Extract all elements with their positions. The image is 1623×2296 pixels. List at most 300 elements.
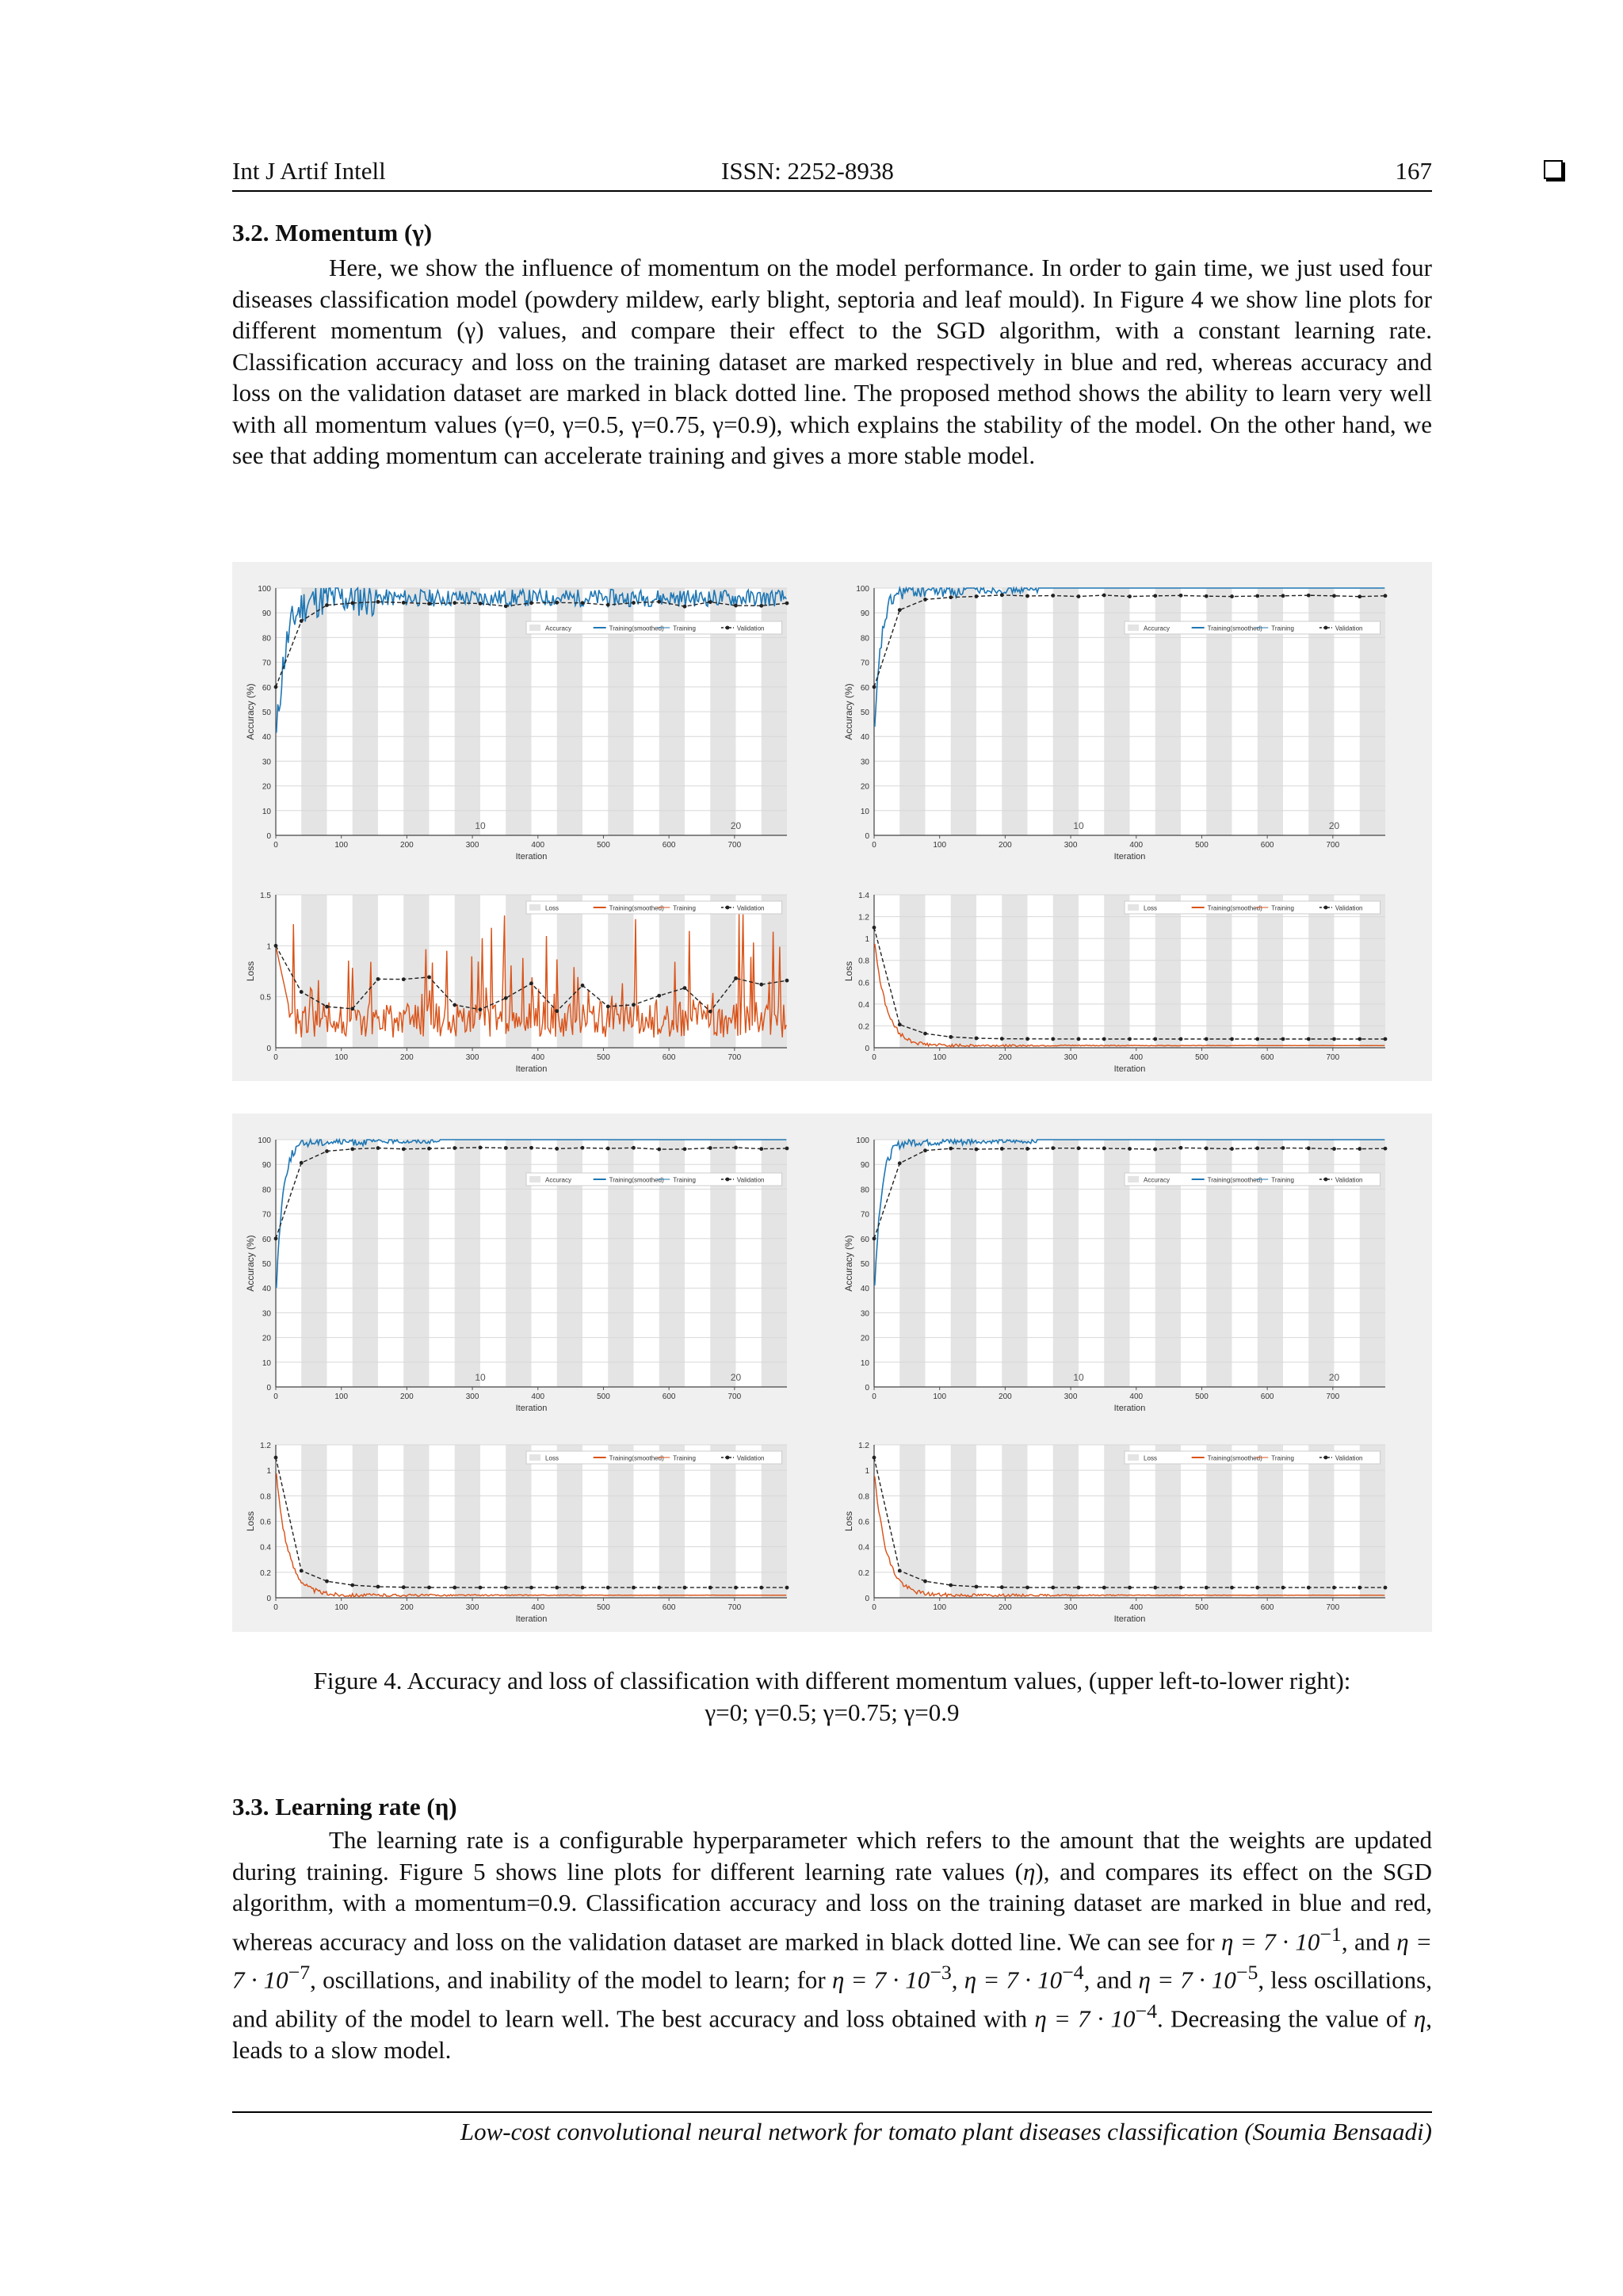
accuracy-validation-point [325,1149,329,1153]
x-tick-label: 400 [531,1392,545,1401]
accuracy-validation-point [1025,1147,1029,1151]
x-tick-label: 700 [1326,1603,1340,1612]
legend-swatch [529,625,540,631]
figure-bottom-svg [232,1114,1432,1632]
y-tick-label: 1 [865,1467,869,1477]
x-tick-label: 500 [1195,1053,1209,1062]
accuracy-validation-point [873,685,876,689]
y-tick-label: 70 [262,1210,271,1220]
x-tick-label: 0 [273,841,278,850]
y-axis-label: Loss [843,1511,854,1532]
x-tick-label: 200 [400,841,414,850]
accuracy-validation-point [350,602,354,606]
y-tick-label: 100 [856,1137,869,1145]
y-tick-label: 0 [266,832,271,841]
loss-validation-point [873,1456,876,1460]
y-tick-label: 1 [266,1467,271,1477]
accuracy-validation-point [632,601,636,605]
legend-label: Validation [736,1176,765,1184]
y-tick-label: 30 [860,1309,869,1319]
y-tick-label: 0.2 [858,1022,869,1032]
y-tick-label: 50 [262,1260,271,1269]
accuracy-validation-point [873,1236,876,1240]
momentum-paragraph [232,252,1432,472]
loss-validation-point [734,1586,738,1590]
loss-validation-point [1281,1037,1285,1041]
accuracy-validation-point [479,1146,483,1150]
x-tick-label: 0 [273,1053,278,1062]
x-tick-label: 0 [273,1392,278,1401]
y-tick-label: 70 [860,659,869,668]
legend-label: Accuracy [545,625,571,632]
legend-swatch [1128,904,1139,911]
y-tick-label: 1.5 [260,892,271,900]
y-tick-label: 30 [262,1309,271,1319]
x-axis-label: Iteration [515,1614,548,1624]
loss-validation-point [923,1580,927,1584]
accuracy-validation-point [427,602,431,606]
epoch-label: 10 [475,820,486,831]
loss-validation-point [657,994,661,998]
legend-swatch [529,1176,540,1182]
y-tick-label: 40 [860,733,869,743]
accuracy-validation-point [1153,1148,1157,1152]
accuracy-validation-point [1102,594,1106,598]
accuracy-validation-point [632,1146,636,1150]
x-tick-label: 300 [1064,841,1078,850]
y-tick-label: 90 [860,609,869,619]
x-tick-label: 400 [531,1053,545,1062]
accuracy-validation-point [376,600,380,604]
x-tick-label: 100 [933,1603,947,1612]
lr-eta-2: η [1413,2004,1426,2033]
loss-validation-point [300,1569,304,1573]
y-tick-label: 80 [860,634,869,644]
x-tick-label: 100 [334,1603,349,1612]
accuracy-validation-point [1281,594,1285,598]
loss-validation-point [1051,1586,1055,1590]
epoch-band [899,895,925,1048]
x-tick-label: 400 [1129,1053,1144,1062]
legend-label: Validation [736,1454,765,1462]
lr-text-h: . Decreasing the value of [1157,2004,1414,2033]
legend-label: Loss [545,1454,559,1462]
x-tick-label: 200 [999,841,1012,850]
x-tick-label: 0 [872,1053,876,1062]
loss-validation-point [504,996,508,1000]
x-tick-label: 400 [1129,1603,1144,1612]
epoch-band [1104,895,1129,1048]
x-tick-label: 700 [727,1392,742,1401]
lr-text-e: , [951,1966,964,1994]
legend-swatch [529,904,540,911]
y-tick-label: 50 [860,1260,869,1269]
epoch-band [1053,895,1079,1048]
loss-validation-point [581,1586,585,1590]
x-tick-label: 600 [662,1053,676,1062]
loss-validation-point [1128,1586,1132,1590]
accuracy-validation-point [1077,1146,1081,1150]
y-tick-label: 40 [262,1285,271,1294]
loss-validation-point [1077,1037,1081,1041]
section-title-momentum: 3.2. Momentum (γ) [232,219,433,246]
square-bullet-icon [1544,160,1563,179]
x-tick-label: 100 [334,841,349,850]
accuracy-validation-point [1307,1146,1311,1150]
x-tick-label: 700 [1326,841,1340,850]
loss-validation-point [1102,1037,1106,1041]
y-tick-label: 0.4 [858,1000,869,1010]
loss-validation-point [325,1580,329,1584]
legend [526,901,782,914]
x-tick-label: 200 [999,1053,1012,1062]
y-tick-label: 90 [860,1161,869,1171]
loss-validation-point [1077,1586,1081,1590]
legend-label: Training(smoothed) [1207,625,1262,632]
legend-label: Training [673,625,696,632]
y-tick-label: 50 [262,709,271,717]
loss-validation-point [949,1584,953,1587]
loss-validation-point [274,1456,278,1460]
lr-text-d: , oscillations, and inability of the model to learn; for [310,1966,832,1994]
epoch-label: 20 [730,1372,742,1383]
legend-marker [1324,1456,1328,1460]
x-tick-label: 200 [400,1053,414,1062]
epoch-band [1155,895,1181,1048]
loss-validation-point [759,1586,763,1590]
legend [1125,1173,1381,1186]
legend-label: Training [1271,1454,1294,1462]
loss-validation-point [1102,1586,1106,1590]
y-tick-label: 0 [266,1045,271,1053]
legend-label: Training(smoothed) [609,1454,664,1462]
accuracy-validation-point [427,1147,431,1151]
legend-label: Validation [1335,904,1363,912]
legend-label: Accuracy [1144,1176,1170,1184]
legend-swatch [1128,625,1139,631]
accuracy-validation-point [325,603,329,607]
lr-text-g: , less oscillations, and ability of the model to learn well. The best accuracy and loss obtained with [232,1966,1432,2033]
lr-eta-1: η [1022,1857,1036,1885]
accuracy-validation-point [1255,1146,1259,1150]
loss-validation-point [555,1009,559,1013]
loss-validation-point [949,1035,953,1039]
legend [1125,901,1381,914]
loss-validation-point [606,1586,610,1590]
legend-label: Validation [1335,1176,1363,1184]
y-tick-label: 30 [262,758,271,767]
loss-validation-point [479,1007,483,1011]
loss-validation-point [453,1586,456,1590]
accuracy-validation-point [1179,594,1183,598]
epoch-label: 20 [1328,1372,1340,1383]
caption-line-2: γ=0; γ=0.5; γ=0.75; γ=0.9 [705,1698,960,1726]
x-tick-label: 300 [465,1392,479,1401]
y-tick-label: 60 [860,683,869,693]
x-tick-label: 200 [400,1603,414,1612]
lr-eq-6-exp: −4 [1135,2000,1158,2023]
figure-caption [232,1665,1432,1729]
loss-validation-point [402,977,406,981]
accuracy-validation-point [1077,594,1081,598]
lr-text-a: The learning rate is a configurable hyperparameter which refers to the amount that the weights are updated during training. Figure 5 shows line plots for different learning rate values ( [232,1826,1432,1885]
y-axis-label: Accuracy (%) [843,683,854,740]
loss-validation-point [708,1010,712,1014]
y-tick-label: 0.5 [260,993,271,1003]
legend-label: Training [1271,1176,1294,1184]
loss-validation-point [898,1569,902,1573]
x-tick-label: 500 [597,841,610,850]
accuracy-validation-point [606,603,610,607]
x-axis-label: Iteration [1113,852,1146,861]
accuracy-validation-point [923,598,927,602]
y-tick-label: 90 [262,1161,271,1171]
accuracy-validation-point [1230,594,1234,598]
lr-eq-5-exp: −5 [1235,1961,1258,1985]
loss-validation-point [1025,1586,1029,1590]
accuracy-validation-point [402,1147,406,1151]
accuracy-validation-point [708,1146,712,1150]
epoch-band [1206,895,1232,1048]
accuracy-validation-point [606,1147,610,1151]
x-tick-label: 300 [465,1053,479,1062]
accuracy-validation-point [1102,1147,1106,1151]
lr-text-b: ), and compares its effect on the SGD algorithm, with a momentum=0.9. Classification accuracy and loss on the training dataset are marked in blue and red, whereas accuracy and loss on the validation dataset are marked in black dotted line. We can see for [232,1857,1432,1955]
x-tick-label: 500 [1195,1392,1209,1401]
accuracy-validation-point [759,1147,763,1151]
accuracy-validation-point [785,602,789,606]
x-tick-label: 200 [400,1392,414,1401]
accuracy-validation-point [1128,594,1132,598]
lr-eq-4-exp: −4 [1062,1961,1084,1985]
loss-validation-point [427,975,431,979]
legend [526,621,782,634]
loss-validation-point [1205,1586,1209,1590]
accuracy-validation-point [529,1146,533,1150]
legend-marker [726,1456,730,1460]
y-tick-label: 1.2 [858,913,869,923]
y-tick-label: 50 [860,709,869,717]
y-axis-label: Loss [843,961,854,982]
x-tick-label: 700 [727,1603,742,1612]
x-tick-label: 700 [727,841,742,850]
y-tick-label: 20 [860,1334,869,1343]
epoch-band [557,895,582,1048]
loss-validation-point [1358,1037,1361,1041]
loss-validation-point [1153,1586,1157,1590]
legend-label: Loss [1144,1454,1157,1462]
legend-label: Training [1271,904,1294,912]
accuracy-validation-point [1000,593,1004,597]
loss-validation-point [1205,1037,1209,1041]
legend-label: Accuracy [545,1176,571,1184]
accuracy-validation-point [555,601,559,605]
y-tick-label: 10 [860,807,869,816]
accuracy-validation-point [1332,1147,1336,1151]
legend-label: Training(smoothed) [609,904,664,912]
accuracy-validation-point [1384,1147,1388,1151]
x-tick-label: 400 [1129,841,1144,850]
loss-validation-point [300,990,304,994]
y-tick-label: 0.2 [260,1568,271,1578]
loss-validation-point [683,1586,687,1590]
x-axis-label: Iteration [1113,1614,1146,1624]
legend-marker [1324,626,1328,630]
accuracy-validation-point [402,601,406,605]
lr-eq-5: η = 7 · 10 [1138,1966,1236,1994]
x-tick-label: 0 [872,1603,876,1612]
legend-marker [726,906,730,910]
loss-validation-point [427,1586,431,1590]
loss-validation-point [657,1586,661,1590]
y-tick-label: 60 [262,1235,271,1244]
accuracy-validation-point [657,1148,661,1152]
legend-label: Training(smoothed) [1207,1176,1262,1184]
loss-validation-point [1000,1037,1004,1041]
epoch-band [1258,895,1283,1048]
x-tick-label: 500 [597,1392,610,1401]
loss-validation-point [1230,1037,1234,1041]
accuracy-validation-point [1000,1147,1004,1151]
loss-validation-point [1255,1586,1259,1590]
learning-rate-paragraph [232,1824,1432,2065]
loss-validation-point [1128,1037,1132,1041]
accuracy-validation-point [708,600,712,604]
loss-validation-point [529,1586,533,1590]
legend-label: Loss [1144,904,1157,912]
loss-validation-point [1179,1586,1183,1590]
loss-validation-point [759,983,763,987]
epoch-band [1360,895,1385,1048]
legend-label: Validation [1335,625,1363,632]
y-tick-label: 0 [865,1045,869,1053]
legend-label: Training [673,1176,696,1184]
legend-label: Training(smoothed) [1207,1454,1262,1462]
accuracy-validation-point [504,604,508,608]
y-tick-label: 70 [860,1210,869,1220]
lr-eq-1-exp: −1 [1319,1922,1342,1946]
epoch-band [951,895,976,1048]
accuracy-validation-point [1179,1146,1183,1150]
x-tick-label: 700 [1326,1053,1340,1062]
y-tick-label: 0.2 [858,1568,869,1578]
figure-top-svg [232,562,1432,1081]
accuracy-validation-point [453,601,456,605]
loss-validation-point [1307,1586,1311,1590]
x-tick-label: 600 [662,841,676,850]
accuracy-validation-point [1307,594,1311,598]
y-tick-label: 40 [860,1285,869,1294]
loss-validation-point [1153,1037,1157,1041]
x-tick-label: 300 [465,841,479,850]
x-tick-label: 400 [1129,1392,1144,1401]
accuracy-validation-point [350,1147,354,1151]
lr-eq-6: η = 7 · 10 [1034,2004,1136,2033]
running-footer: Low-cost convolutional neural network for tomato plant diseases classification (Soumia Bensaadi) [232,2111,1432,2146]
y-tick-label: 0 [865,832,869,841]
loss-validation-point [785,979,789,983]
y-tick-label: 80 [860,1186,869,1195]
accuracy-validation-point [453,1146,456,1150]
x-tick-label: 600 [1260,1392,1274,1401]
y-tick-label: 60 [262,683,271,693]
issn: ISSN: 2252-8938 [721,157,894,185]
y-tick-label: 40 [262,733,271,743]
lr-text-i: , leads to a slow model. [232,2004,1432,2064]
epoch-label: 20 [1328,820,1340,831]
x-tick-label: 600 [1260,841,1274,850]
loss-validation-point [274,944,278,948]
x-tick-label: 300 [1064,1603,1078,1612]
accuracy-validation-point [1358,594,1361,598]
loss-validation-point [1230,1586,1234,1590]
journal-name: Int J Artif Intell [232,157,386,185]
loss-validation-point [1281,1586,1285,1590]
y-tick-label: 80 [262,634,271,644]
x-tick-label: 500 [1195,841,1209,850]
y-tick-label: 0.4 [858,1543,869,1553]
loss-validation-point [529,981,533,985]
lr-eq-3: η = 7 · 10 [831,1966,930,1994]
epoch-label: 10 [475,1372,486,1383]
y-tick-label: 0.6 [858,1518,869,1527]
legend-swatch [1128,1176,1139,1182]
y-tick-label: 20 [262,1334,271,1343]
accuracy-validation-point [1255,594,1259,598]
legend-marker [726,1178,730,1182]
accuracy-validation-point [898,608,902,612]
loss-validation-point [1255,1037,1259,1041]
figure-panel-top [232,562,1432,1081]
lr-eq-2: η = 7 · 10 [232,1927,1432,1994]
figure-panel-bottom [232,1114,1432,1632]
legend-label: Training(smoothed) [609,625,664,632]
running-header [232,155,1432,192]
loss-validation-point [873,926,876,930]
loss-validation-point [350,1007,354,1010]
x-tick-label: 200 [999,1603,1012,1612]
loss-validation-point [898,1022,902,1026]
loss-validation-point [683,986,687,990]
loss-validation-point [376,977,380,981]
y-tick-label: 60 [860,1235,869,1244]
x-tick-label: 300 [1064,1053,1078,1062]
y-tick-label: 1.4 [858,892,869,900]
loss-validation-point [708,1586,712,1590]
accuracy-validation-point [1051,1146,1055,1150]
accuracy-validation-point [1153,594,1157,598]
loss-validation-point [479,1586,483,1590]
accuracy-validation-point [300,619,304,623]
legend [1125,1451,1381,1464]
accuracy-validation-point [274,685,278,689]
accuracy-validation-point [1358,1147,1361,1151]
loss-validation-point [785,1586,789,1590]
epoch-band [1002,895,1027,1048]
accuracy-validation-point [1128,1147,1132,1151]
x-tick-label: 500 [597,1053,610,1062]
accuracy-validation-point [898,1161,902,1165]
epoch-label: 10 [1073,820,1084,831]
x-tick-label: 300 [465,1603,479,1612]
section-title-learning-rate: 3.3. Learning rate (η) [232,1793,457,1820]
legend-label: Validation [736,904,765,912]
loss-validation-point [1358,1586,1361,1590]
y-tick-label: 1.2 [858,1442,869,1450]
loss-validation-point [581,984,585,988]
y-tick-label: 1.2 [260,1442,271,1450]
y-tick-label: 30 [860,758,869,767]
